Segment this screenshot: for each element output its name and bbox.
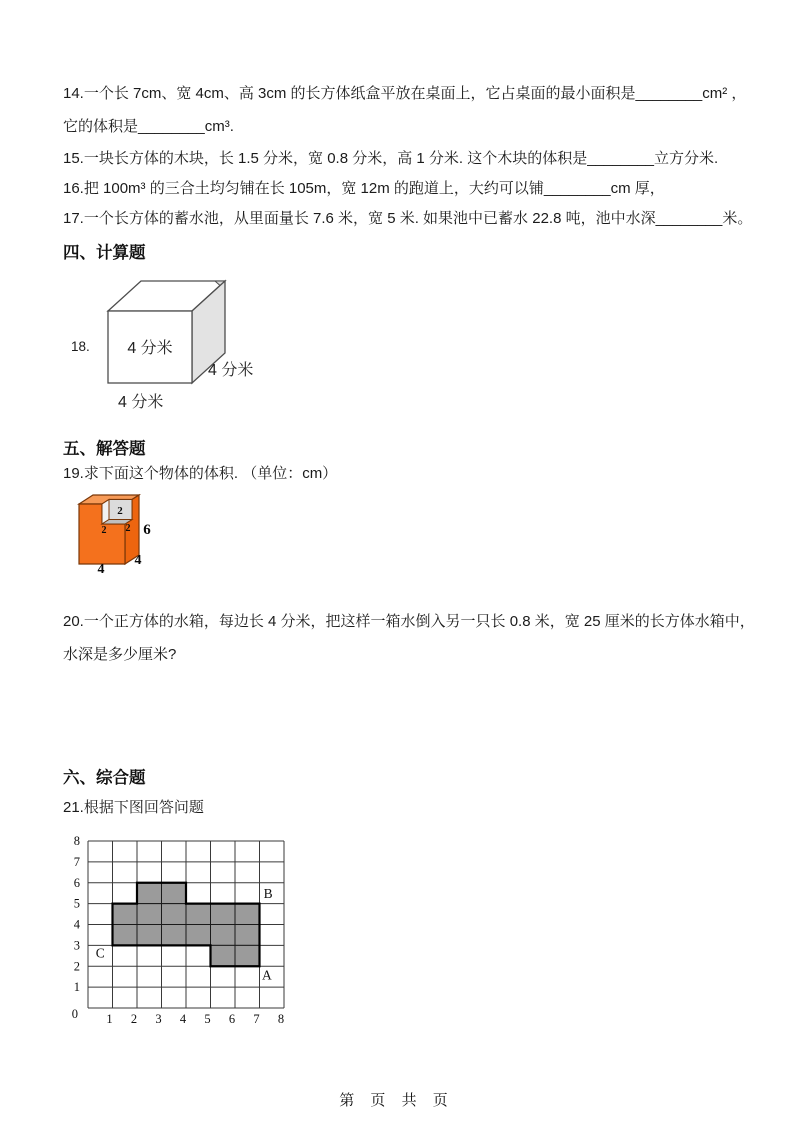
cube-side-label: 4 分米	[208, 362, 254, 379]
question-19-solid-figure	[75, 492, 175, 582]
question-18-number: 18.	[71, 339, 90, 354]
section-4-heading: 四、计算题	[63, 244, 146, 262]
y-tick-label: 4	[73, 917, 80, 932]
y-tick-label: 8	[73, 834, 80, 848]
y-tick-label: 6	[73, 875, 80, 890]
point-label-a: A	[261, 967, 272, 983]
y-tick-label: 3	[73, 938, 80, 953]
question-15: 15.一块长方体的木块，长 1.5 分米，宽 0.8 分米，高 1 分米. 这个木块的体积是________立方分米.	[63, 150, 719, 167]
shaded-cell	[113, 925, 138, 946]
x-tick-label: 8	[277, 1012, 285, 1026]
y-tick-label: 5	[73, 896, 80, 911]
shaded-cell	[162, 883, 187, 904]
question-21-grid-figure	[68, 830, 308, 1030]
solid-notch-back-label: 2	[117, 505, 123, 517]
x-tick-label: 3	[155, 1012, 162, 1026]
question-19: 19.求下面这个物体的体积. （单位：cm）	[63, 465, 338, 482]
shaded-cell	[235, 925, 260, 946]
solid-height-label: 6	[143, 522, 151, 538]
question-18-cube-figure	[70, 276, 285, 416]
x-tick-label: 6	[228, 1012, 236, 1026]
shaded-cell	[211, 925, 236, 946]
question-21: 21.根据下图回答问题	[63, 799, 204, 816]
solid-notch-right-label: 2	[125, 523, 131, 534]
section-6-heading: 六、综合题	[63, 769, 146, 787]
question-14-line-2: 它的体积是________cm³.	[63, 118, 234, 135]
shaded-cell	[113, 904, 138, 925]
y-tick-label: 1	[73, 980, 80, 995]
x-tick-label: 2	[130, 1012, 138, 1026]
shaded-cell	[137, 883, 162, 904]
shaded-cell	[137, 925, 162, 946]
x-tick-label: 4	[179, 1012, 187, 1026]
cube-front-label: 4 分米	[127, 340, 173, 357]
question-20-line-2: 水深是多少厘米?	[63, 646, 177, 663]
shaded-cell	[137, 904, 162, 925]
section-5-heading: 五、解答题	[63, 440, 146, 458]
origin-tick-label: 0	[71, 1007, 78, 1021]
shaded-cell	[162, 904, 187, 925]
y-tick-label: 7	[73, 854, 80, 869]
point-label-b: B	[263, 886, 273, 902]
shaded-cell	[235, 904, 260, 925]
shaded-cell	[186, 925, 211, 946]
x-tick-label: 5	[204, 1012, 211, 1026]
shaded-cell	[211, 945, 236, 966]
shaded-cell	[186, 904, 211, 925]
page-footer: 第 页 共 页	[339, 1092, 454, 1109]
question-20-line-1: 20.一个正方体的水箱，每边长 4 分米，把这样一箱水倒入另一只长 0.8 米，宽 25 厘米的长方体水箱中，	[63, 613, 755, 630]
question-14-line-1: 14.一个长 7cm、宽 4cm、高 3cm 的长方体纸盒平放在桌面上，它占桌面的最小面积是________cm² ，	[63, 85, 747, 102]
solid-width-label: 4	[97, 562, 105, 577]
shaded-cell	[235, 945, 260, 966]
solid-depth-label: 4	[134, 553, 142, 568]
shaded-cell	[211, 904, 236, 925]
cube-bottom-label: 4 分米	[118, 394, 164, 411]
y-tick-label: 2	[73, 959, 80, 974]
question-17: 17.一个长方体的蓄水池，从里面量长 7.6 米，宽 5 米. 如果池中已蓄水 22.8 吨，池中水深________米。	[63, 210, 753, 227]
point-label-c: C	[95, 945, 105, 961]
solid-notch-front-label: 2	[101, 525, 107, 536]
x-tick-label: 1	[106, 1012, 113, 1026]
x-tick-label: 7	[253, 1012, 260, 1026]
question-16: 16.把 100m³ 的三合土均匀铺在长 105m，宽 12m 的跑道上，大约可以铺________cm 厚，	[63, 180, 665, 197]
shaded-cell	[162, 925, 187, 946]
